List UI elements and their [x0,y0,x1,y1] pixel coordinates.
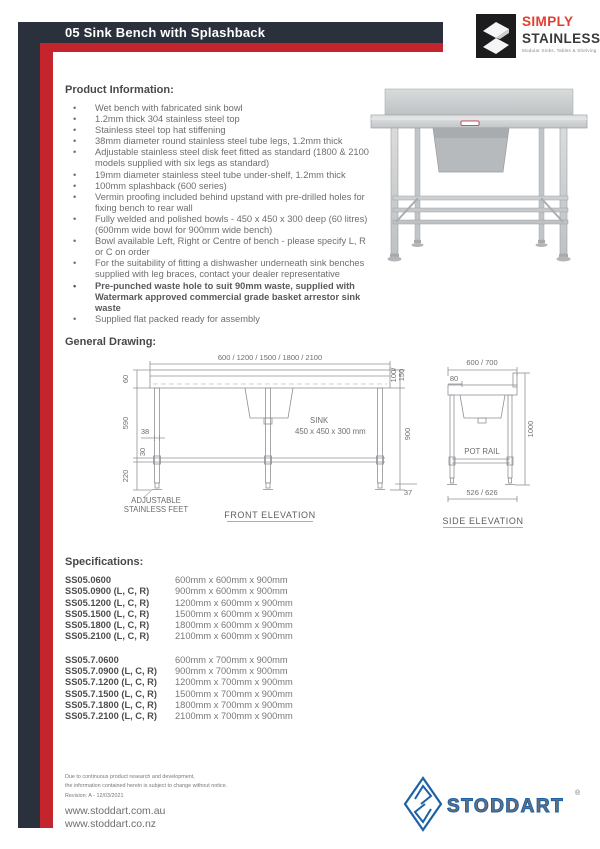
pot-rail-label: POT RAIL [464,447,500,456]
bullet-item: • Bowl available Left, Right or Centre of bench - please specify L, R or C on order [65,236,369,258]
front-dim-38: 38 [140,427,150,436]
spec-size: 900mm x 600mm x 900mm [175,586,288,597]
side-top-dim: 600 / 700 [466,358,498,367]
spec-row [65,575,395,586]
spec-model: SS05.2100 (L, C, R) [65,631,150,642]
front-dim-37: 37 [403,488,413,497]
side-elevation-drawing [435,350,595,535]
registered-mark: ® [575,790,581,797]
product-photo [363,76,595,272]
spec-model: SS05.7.1800 (L, C, R) [65,699,157,710]
product-info-heading: Product Information: [65,84,174,96]
spec-size: 1800mm x 600mm x 900mm [175,620,293,631]
spec-model: SS05.7.1500 (L, C, R) [65,688,157,699]
side-dim-1000: 1000 [526,420,535,438]
footer-text [65,773,365,831]
disclaimer-line1: Due to continuous product research and development, [65,774,195,780]
product-info-section [65,84,369,325]
front-dim-220: 220 [121,469,130,483]
bullet-item: • Pre-punched waste hole to suit 90mm waste, supplied with Watermark approved commercial grade basket arrestor sink waste [65,281,369,314]
spec-row [65,620,395,631]
bullet-item: • Fully welded and polished bowls - 450 x 450 x 300 deep (60 litres) (600mm wide bowl for 900mm wide bench) [65,214,369,236]
side-elevation-caption: SIDE ELEVATION [442,516,524,526]
left-dark-bar [18,22,40,828]
specifications-heading: Specifications: [65,556,144,568]
spec-size: 600mm x 600mm x 900mm [175,575,288,585]
spec-row [65,689,395,700]
sink-label-line2: 450 x 450 x 300 mm [295,427,366,436]
bullet-item: • For the suitability of fitting a dishwasher underneath sink benches supplied with leg braces, contact your dealer representative [65,258,369,280]
spec-group [65,655,395,723]
spec-model: SS05.1200 (L, C, R) [65,597,150,608]
general-drawing-heading: General Drawing: [65,336,157,348]
bullet-item: • Vermin proofing included behind upstand with pre-drilled holes for fixing bench to rear wall [65,192,369,214]
left-red-bar [40,43,53,828]
brand-logo [476,13,600,63]
spec-model: SS05.7.2100 (L, C, R) [65,711,157,722]
spec-size: 1500mm x 600mm x 900mm [175,608,293,619]
front-dim-60: 60 [121,374,130,384]
feet-label-line2: STAINLESS FEET [123,505,189,514]
spec-size: 2100mm x 600mm x 900mm [175,631,293,642]
spec-row [65,711,395,722]
bullet-item: • 100mm splashback (600 series) [65,181,369,192]
bullet-item: • Supplied flat packed ready for assembly [65,314,369,325]
bullet-list [65,103,369,325]
side-dim-80: 80 [449,374,459,383]
spec-row [65,655,395,666]
spec-model: SS05.1800 (L, C, R) [65,620,150,631]
specifications-section [65,556,395,735]
front-elevation-caption: FRONT ELEVATION [224,510,316,520]
feet-label-line1: ADJUSTABLE [131,496,181,505]
spec-row [65,598,395,609]
front-dim-30: 30 [138,447,147,457]
revision-note: Revision: A - 12/03/2021 [65,793,124,799]
spec-groups [65,575,395,723]
spec-row [65,677,395,688]
front-elevation-drawing [95,350,430,530]
front-dim-900: 900 [403,427,412,441]
brand-tagline: Modular Sinks, Tables & Shelving [522,48,597,53]
disclaimer-line2: the information contained herein is subject to change without notice. [65,782,228,789]
spec-size: 900mm x 700mm x 900mm [175,666,288,677]
spec-row [65,631,395,642]
header-red-bar [40,43,443,52]
stoddart-logo [403,775,598,833]
bullet-item: • 38mm diameter round stainless steel tube legs, 1.2mm thick [65,136,369,147]
front-dim-100: 100/ [389,367,398,383]
bullet-item: • 1.2mm thick 304 stainless steel top [65,114,369,125]
bullet-item: • Adjustable stainless steel disk feet fitted as standard (1800 & 2100 models supplied with six legs as standard) [65,147,369,169]
spec-row [65,609,395,620]
spec-size: 2100mm x 700mm x 900mm [175,711,293,722]
side-bottom-dim: 526 / 626 [466,488,498,497]
spec-model: SS05.1500 (L, C, R) [65,608,150,619]
bullet-item: • 19mm diameter stainless steel tube under-shelf, 1.2mm thick [65,170,369,181]
spec-model: SS05.0900 (L, C, R) [65,586,150,597]
spec-group [65,575,395,643]
front-dim-590: 590 [121,416,130,430]
front-top-dim: 600 / 1200 / 1500 / 1800 / 2100 [217,353,323,362]
spec-model: SS05.0600 [65,575,112,585]
spec-size: 1200mm x 600mm x 900mm [175,597,293,608]
brand-name-top: SIMPLY [522,14,574,29]
spec-model: SS05.7.0900 (L, C, R) [65,666,157,677]
spec-size: 600mm x 700mm x 900mm [175,654,288,665]
page-title: 05 Sink Bench with Splashback [65,25,266,40]
website-link-au[interactable]: www.stoddart.com.au [65,805,166,817]
bullet-item: • Stainless steel top hat stiffening [65,125,369,136]
simply-stainless-icon [476,14,516,58]
spec-row [65,700,395,711]
bench-brand-sticker [461,121,479,126]
spec-size: 1200mm x 700mm x 900mm [175,677,293,688]
website-link-nz[interactable]: www.stoddart.co.nz [65,818,157,830]
brand-name-bottom: STAINLESS [522,30,600,46]
spec-size: 1800mm x 700mm x 900mm [175,699,293,710]
header-bar [18,22,443,43]
stoddart-logo-text: STODDART [447,796,565,817]
spec-row [65,586,395,597]
bullet-item: • Wet bench with fabricated sink bowl [65,103,369,114]
spec-model: SS05.7.1200 (L, C, R) [65,677,157,688]
spec-model: SS05.7.0600 [65,654,119,665]
front-dim-150: 150 [397,368,406,382]
spec-size: 1500mm x 700mm x 900mm [175,688,293,699]
sink-label-line1: SINK [310,416,329,425]
spec-row [65,666,395,677]
